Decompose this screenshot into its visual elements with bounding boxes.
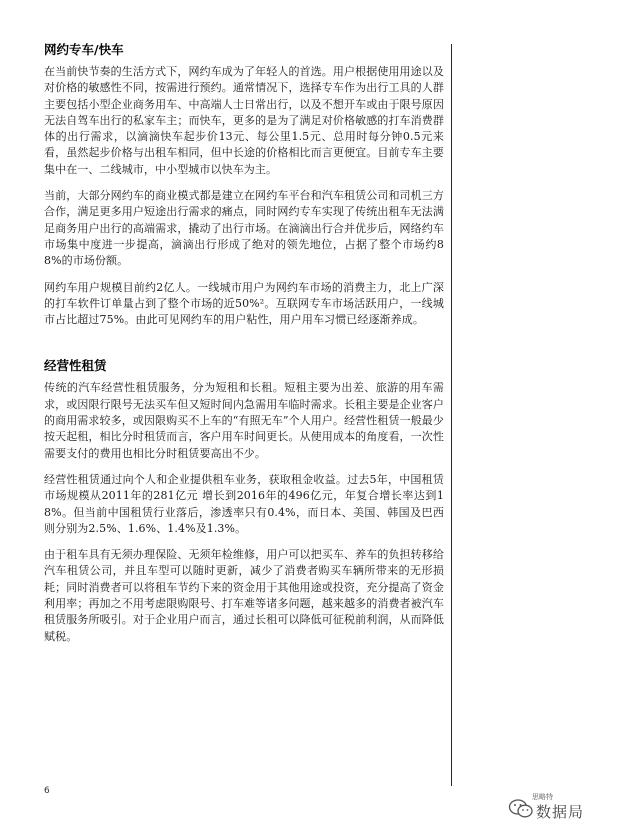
paragraph: 在当前快节奏的生活方式下，网约车成为了年轻人的首选。用户根据使用用途以及对价格的敏感性不同，按需进行预约。通常情况下，选择专车作为出行工具的人群主要包括小型企业商务用车、中高端人士日常出行，以及不想开车或由于限号原因无法自驾车出行的私家车主；而快车，更多的是为了满足对价格敏感的打车消费群体的出行需求，以滴滴快车起步价13元、每公里1.5元、总用时每分钟0.5元来看，虽然起步价格与出租车相同，但中长途的价格相比而言更便宜。目前专车主要集中在一、二线城市，中小型城市以快车为主。 bbox=[44, 65, 444, 176]
wechat-icon bbox=[508, 798, 534, 820]
page-number: 6 bbox=[44, 786, 50, 796]
paragraph: 网约车用户规模目前约2亿人。一线城市用户为网约车市场的消费主力，北上广深的打车软件订单量占到了整个市场的近50%²。互联网专车市场活跃用户，一线城市占比超过75%。由此可见网约车的用户粘性，用户用车习惯已经逐渐养成。 bbox=[44, 280, 444, 327]
watermark-name: 数据局 bbox=[536, 803, 585, 821]
paragraph: 当前，大部分网约车的商业模式都是建立在网约车平台和汽车租赁公司和司机三方合作，满足更多用户短途出行需求的痛点，同时网约专车实现了传统出租车无法满足商务用户出行的高端需求，撬动了出行市场。在滴滴出行合并优步后，网络约车市场集中度进一步提高，滴滴出行形成了绝对的领先地位，占据了整个市场约88%的市场份额。 bbox=[44, 189, 444, 268]
paragraph: 经营性租赁通过向个人和企业提供租车业务，获取租金收益。过去5年，中国租赁市场规模从2011年的281亿元 增长到2016年的496亿元，年复合增长率达到18%。但当前中国租赁行业落后，渗透率只有0.4%，而日本、美国、韩国及巴西则分别为2.5%、1.6%、1.4%及1.3%。 bbox=[44, 472, 444, 535]
main-column bbox=[44, 42, 444, 645]
column-divider bbox=[451, 44, 452, 786]
watermark-brand: 思略特 bbox=[532, 793, 553, 801]
paragraph: 由于租车具有无须办理保险、无须年检维修，用户可以把买车、养车的负担转移给汽车租赁公司，并且车型可以随时更新，减少了消费者购买车辆所带来的无形损耗；同时消费者可以将租车节约下来的资金用于其他用途或投资，充分提高了资金利用率；再加之不用考虑限购限号、打车难等诸多问题，越来越多的消费者被汽车租赁服务所吸引。对于企业用户而言，通过长租可以降低可征税前利润，从而降低赋税。 bbox=[44, 548, 444, 643]
section-heading-operating-lease: 经营性租赁 bbox=[44, 358, 107, 374]
section-heading-ride-hailing: 网约专车/快车 bbox=[44, 42, 124, 57]
watermark bbox=[508, 792, 618, 824]
paragraph: 传统的汽车经营性租赁服务，分为短租和长租。短租主要为出差、旅游的用车需求，或因限行限号无法买车但又短时间内急需用车临时需求。长租主要是企业客户的商用需求较多，或因限购买不上车的“有照无车”个人用户。经营性租赁一般最少按天起租，相比分时租赁而言，客户用车时间更长。从使用成本的角度看，一次性需要支付的费用也相比分时租赁要高出不少。 bbox=[44, 381, 444, 460]
